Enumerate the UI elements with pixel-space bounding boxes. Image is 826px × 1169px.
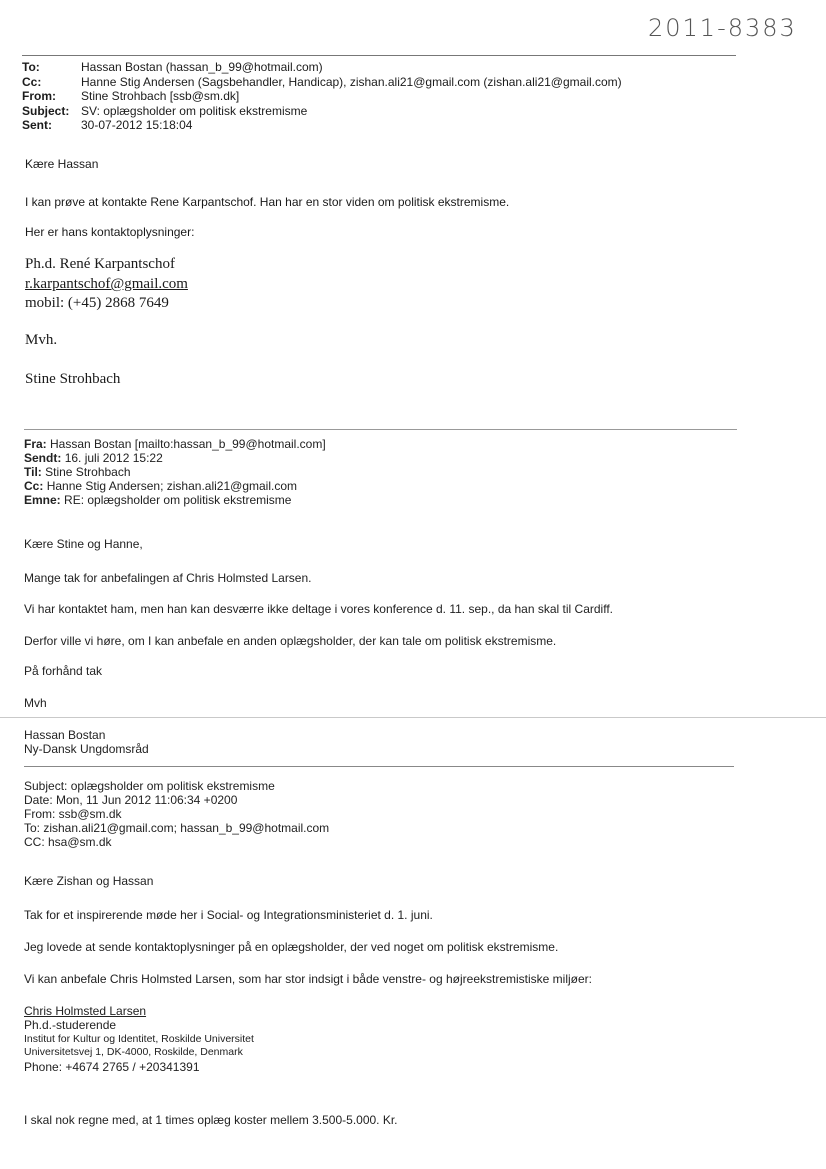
cc-label: Cc: [22,74,42,89]
email2-closing: Mvh [24,696,47,710]
email1-line2: Her er hans kontaktoplysninger: [25,225,195,239]
email2-paragraph-2: Vi har kontaktet ham, men han kan desværre ikke deltage i vores konference d. 11. sep., da han skal til Cardiff. [24,602,613,616]
email3-contact-phone: Phone: +4674 2765 / +20341391 [24,1060,200,1074]
cc-label: Cc: [24,479,44,493]
email3-greeting: Kære Zishan og Hassan [24,874,154,888]
email3-cc: CC: hsa@sm.dk [24,835,112,849]
email2-fra-row [24,437,326,451]
to-value: Hassan Bostan (hassan_b_99@hotmail.com) [81,60,323,74]
email1-header [22,60,622,133]
email1-line1: I kan prøve at kontakte Rene Karpantschof. Han har en stor viden om politisk ekstremisme. [25,195,510,209]
email3-paragraph-1: Tak for et inspirerende møde her i Social- og Integrationsministeriet d. 1. juni. [24,908,433,922]
sendt-value: 16. juli 2012 15:22 [64,451,163,465]
email1-greeting: Kære Hassan [25,157,99,171]
email1-contact-email-link[interactable]: r.karpantschof@gmail.com [25,276,188,292]
subject-label: Subject: [22,103,70,118]
cc-value: Hanne Stig Andersen (Sagsbehandler, Handicap), zishan.ali21@gmail.com (zishan.ali21@gmail.com) [81,74,622,89]
sent-label: Sent: [22,118,52,132]
sendt-label: Sendt: [24,451,62,465]
email2-header [24,437,326,507]
email3-subject: Subject: oplægsholder om politisk ekstremisme [24,779,275,793]
email2-paragraph-1: Mange tak for anbefalingen af Chris Holmsted Larsen. [24,571,312,585]
email2-signature-name: Hassan Bostan [24,728,106,742]
from-label: From: [22,89,56,103]
email2-greeting: Kære Stine og Hanne, [24,537,143,551]
email2-til-row [24,465,326,479]
email2-sendt-row [24,451,326,465]
til-label: Til: [24,465,42,479]
email2-paragraph-4: På forhånd tak [24,664,103,678]
til-value: Stine Strohbach [45,465,131,479]
email3-paragraph-3: Vi kan anbefale Chris Holmsted Larsen, som har stor indsigt i både venstre- og højreekstremistiske miljøer: [24,972,593,986]
email1-sent-row [22,118,622,133]
fra-value: Hassan Bostan [mailto:hassan_b_99@hotmail.com] [50,437,326,451]
email3-contact-title: Ph.d.-studerende [24,1018,117,1032]
emne-label: Emne: [24,493,61,507]
email3-contact-institute: Institut for Kultur og Identitet, Roskilde Universitet [24,1033,254,1045]
email1-contact-name: Ph.d. René Karpantschof [25,256,175,272]
scan-artifact-line [0,717,826,718]
email1-from-row [22,89,622,104]
email2-paragraph-3: Derfor ville vi høre, om I kan anbefale en anden oplægsholder, der kan tale om politisk ekstremisme. [24,634,557,648]
email1-subject-row [22,104,622,119]
subject-value: SV: oplægsholder om politisk ekstremisme [81,103,308,118]
email3-paragraph-2: Jeg lovede at sende kontaktoplysninger på en oplægsholder, der ved noget om politisk ekstremisme. [24,940,559,954]
sent-value: 30-07-2012 15:18:04 [81,118,193,132]
email3-date: Date: Mon, 11 Jun 2012 11:06:34 +0200 [24,793,238,807]
email3-contact-address: Universitetsvej 1, DK-4000, Roskilde, Denmark [24,1046,243,1058]
email3-paragraph-4: I skal nok regne med, at 1 times oplæg koster mellem 3.500-5.000. Kr. [24,1113,398,1127]
email1-to-row [22,60,622,75]
cc-value: Hanne Stig Andersen; zishan.ali21@gmail.com [46,479,298,493]
email2-emne-row [24,493,326,507]
fra-label: Fra: [24,437,47,451]
email3-header [24,779,329,849]
email1-closing: Mvh. [25,332,58,348]
handwritten-case-number: 2011-8383 [648,14,797,42]
email3-from: From: ssb@sm.dk [24,807,122,821]
email1-signature: Stine Strohbach [25,371,121,387]
email2-signature-org: Ny-Dansk Ungdomsråd [24,742,149,756]
emne-value: RE: oplægsholder om politisk ekstremisme [64,493,292,507]
header-rule [22,55,736,56]
from-value: Stine Strohbach [ssb@sm.dk] [81,89,240,103]
email1-cc-row [22,75,622,90]
email3-to: To: zishan.ali21@gmail.com; hassan_b_99@hotmail.com [24,821,330,835]
email1-contact-mobile: mobil: (+45) 2868 7649 [25,295,169,311]
email2-cc-row [24,479,326,493]
email3-rule [24,766,734,767]
email3-contact-name-link[interactable]: Chris Holmsted Larsen [24,1004,147,1018]
to-label: To: [22,60,40,74]
email2-rule [24,429,737,430]
